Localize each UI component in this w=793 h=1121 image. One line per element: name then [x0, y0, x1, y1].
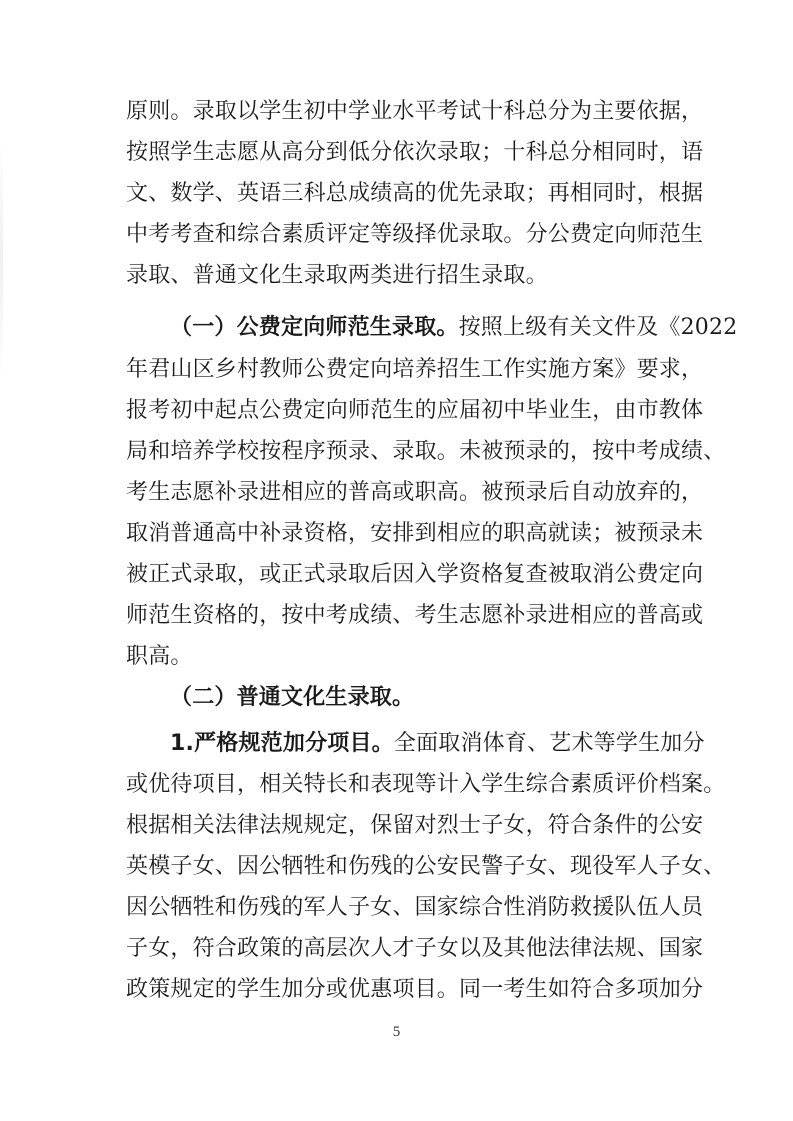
body-line: 考生志愿补录进相应的普高或职高。被预录后自动放弃的， — [126, 480, 704, 505]
section-one-heading: （一）公费定向师范生录取。 — [170, 315, 459, 340]
body-line: 原则。录取以学生初中学业水平考试十科总分为主要依据， — [126, 99, 704, 124]
body-line: 英模子女、因公牺牲和伤残的公安民警子女、现役军人子女、 — [126, 854, 726, 879]
body-line: 职高。 — [126, 644, 193, 669]
body-line: 被正式录取，或正式录取后因入学资格复查被取消公费定向 — [126, 562, 704, 587]
item-one-paragraph-start — [170, 729, 705, 759]
body-line: 年君山区乡村教师公费定向培养招生工作实施方案》要求， — [126, 357, 704, 382]
body-line: 中考考查和综合素质评定等级择优录取。分公费定向师范生 — [126, 222, 704, 247]
body-line: 或优待项目，相关特长和表现等计入学生综合素质评价档案。 — [126, 772, 726, 797]
section-one-text: 按照上级有关文件及《2022 — [458, 315, 738, 340]
body-line: 录取、普通文化生录取两类进行招生录取。 — [126, 263, 548, 288]
section-one-paragraph-start — [170, 313, 738, 343]
body-line: 文、数学、英语三科总成绩高的优先录取；再相同时，根据 — [126, 181, 704, 206]
section-two-paragraph — [170, 683, 686, 713]
item-one-heading: 1.严格规范加分项目。 — [170, 731, 394, 756]
section-two-heading: （二）普通文化生录取。 — [170, 685, 415, 710]
body-line: 因公牺牲和伤残的军人子女、国家综合性消防救援队伍人员 — [126, 895, 704, 920]
body-line: 政策规定的学生加分或优惠项目。同一考生如符合多项加分 — [126, 977, 704, 1002]
body-line: 报考初中起点公费定向师范生的应届初中毕业生，由市教体 — [126, 398, 704, 423]
body-line: 按照学生志愿从高分到低分依次录取；十科总分相同时，语 — [126, 140, 704, 165]
scan-edge-shadow — [0, 140, 3, 380]
page-number: 5 — [392, 1024, 401, 1040]
body-line: 师范生资格的，按中考成绩、考生志愿补录进相应的普高或 — [126, 603, 704, 628]
body-line: 局和培养学校按程序预录、录取。未被预录的，按中考成绩、 — [126, 439, 726, 464]
body-line: 根据相关法律法规规定，保留对烈士子女，符合条件的公安 — [126, 813, 704, 838]
body-line: 取消普通高中补录资格，安排到相应的职高就读；被预录未 — [126, 521, 704, 546]
item-one-text: 全面取消体育、艺术等学生加分 — [393, 731, 705, 756]
body-line: 子女，符合政策的高层次人才子女以及其他法律法规、国家 — [126, 936, 704, 961]
